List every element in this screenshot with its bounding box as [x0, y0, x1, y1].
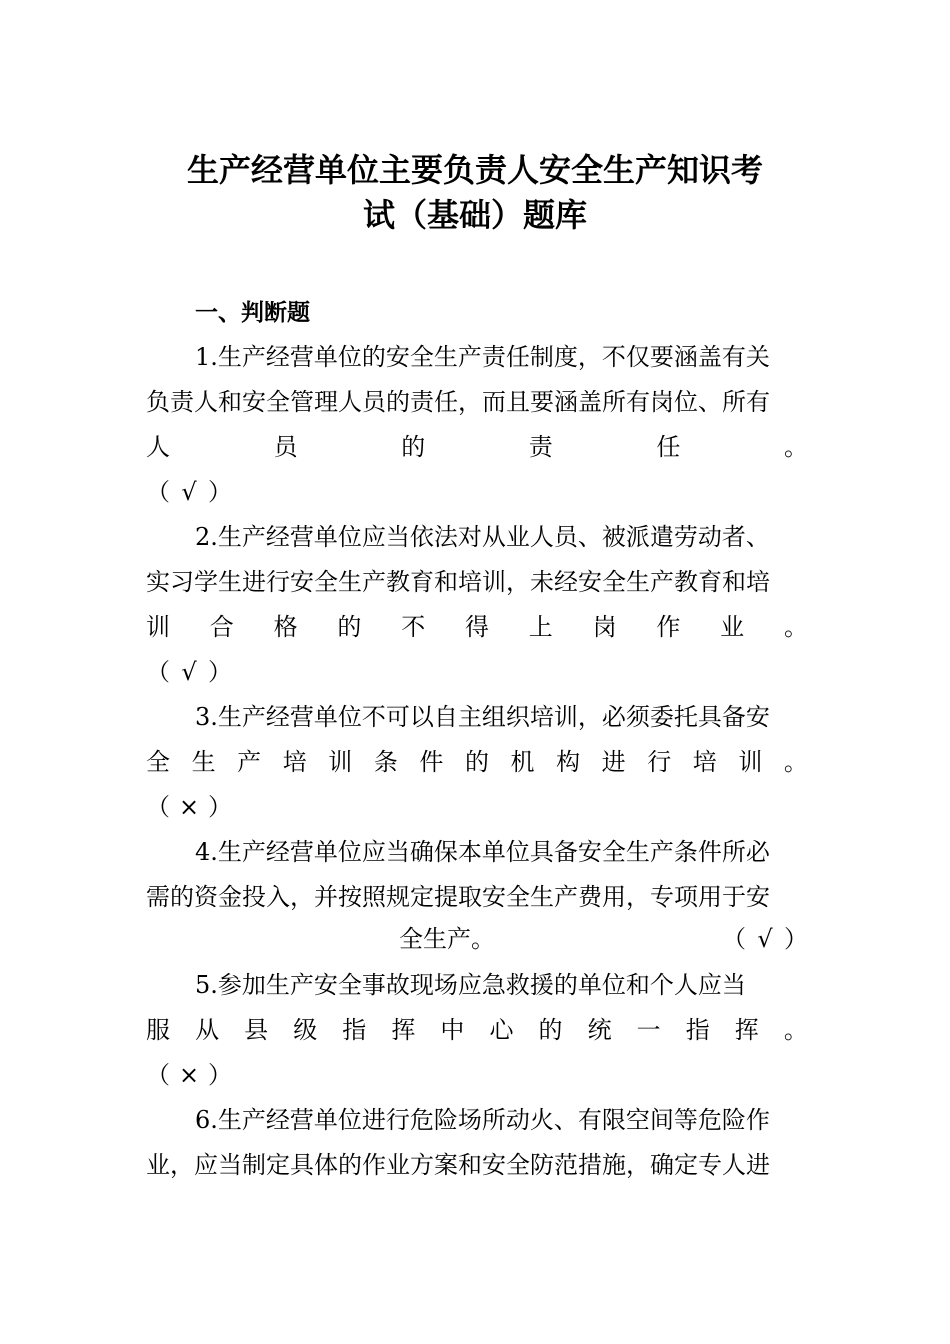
q6-line-2: 业，应当制定具体的作业方案和安全防范措施，确定专人进: [146, 1151, 770, 1179]
q5-char: 县: [244, 1016, 269, 1044]
q1-answer: [146, 475, 808, 509]
q5-char: 挥: [391, 1016, 416, 1044]
q2-char: 岗: [592, 613, 617, 641]
q5-char: 中: [440, 1016, 465, 1044]
q5-char: 服: [146, 1016, 170, 1044]
q3-char: 。: [783, 748, 808, 776]
q4-answer: [722, 922, 808, 956]
q5-line-2: [146, 1013, 808, 1047]
q2-char: 合: [209, 613, 234, 641]
q5-char: 的: [538, 1016, 563, 1044]
paren-open: （: [722, 925, 746, 953]
paren-close: ）: [783, 925, 808, 953]
check-mark: √: [181, 478, 197, 506]
q3-char: 件: [419, 748, 444, 776]
q3-char: 生: [191, 748, 216, 776]
q2-line-3: [146, 610, 808, 644]
q3-char: 培: [282, 748, 307, 776]
paren-close: ）: [207, 1061, 232, 1089]
q5-char: 指: [685, 1016, 710, 1044]
q2-char: 作: [656, 613, 681, 641]
paren-close: ）: [207, 793, 232, 821]
q5-char: 指: [342, 1016, 367, 1044]
paren-open: （: [146, 478, 170, 506]
q5-char: 级: [293, 1016, 318, 1044]
q3-line-2: [146, 745, 808, 779]
q2-answer: [146, 655, 808, 689]
q2-char: 。: [783, 613, 808, 641]
q2-line-2: 实习学生进行安全生产教育和培训，未经安全生产教育和培: [146, 568, 770, 596]
q1-char: 员: [273, 433, 298, 461]
document-title-line-2: 试（基础）题库: [362, 196, 587, 234]
q1-char: 。: [783, 433, 808, 461]
section-heading: 一、判断题: [195, 300, 310, 326]
paren-close: ）: [207, 658, 232, 686]
q5-char: 挥: [734, 1016, 759, 1044]
q4-line-2: 需的资金投入，并按照规定提取安全生产费用，专项用于安: [146, 883, 770, 911]
check-mark: √: [181, 658, 197, 686]
check-mark: √: [757, 925, 773, 953]
q2-char: 训: [146, 613, 170, 641]
paren-close: ）: [207, 478, 232, 506]
paren-open: （: [146, 1061, 170, 1089]
q1-char: 人: [146, 433, 170, 461]
q1-line-1: 1.生产经营单位的安全生产责任制度，不仅要涵盖有关: [195, 343, 770, 371]
q3-char: 全: [146, 748, 170, 776]
q3-char: 条: [373, 748, 398, 776]
q5-char: 心: [489, 1016, 514, 1044]
q3-char: 产: [237, 748, 262, 776]
q2-char: 不: [401, 613, 426, 641]
q3-line-1: 3.生产经营单位不可以自主组织培训，必须委托具备安: [195, 703, 770, 731]
q4-tail-text: 全生产。: [399, 925, 495, 953]
q1-char: 的: [401, 433, 426, 461]
q2-char: 业: [720, 613, 745, 641]
q1-char: 责: [528, 433, 553, 461]
q5-char: 从: [195, 1016, 220, 1044]
q2-char: 格: [273, 613, 298, 641]
q1-line-3: [146, 430, 808, 464]
q2-char: 的: [337, 613, 362, 641]
cross-mark: ×: [178, 793, 200, 821]
q3-char: 的: [464, 748, 489, 776]
paren-open: （: [146, 793, 170, 821]
cross-mark: ×: [178, 1061, 200, 1089]
q6-line-1: 6.生产经营单位进行危险场所动火、有限空间等危险作: [195, 1106, 770, 1134]
document-title-line-1: 生产经营单位主要负责人安全生产知识考: [186, 151, 763, 189]
q5-line-1: 5.参加生产安全事故现场应急救援的单位和个人应当: [195, 971, 746, 999]
q4-line-3: [146, 922, 808, 956]
q3-char: 行: [647, 748, 672, 776]
q3-char: 培: [692, 748, 717, 776]
q2-char: 上: [528, 613, 553, 641]
q3-answer: [146, 790, 808, 824]
paren-open: （: [146, 658, 170, 686]
q3-char: 训: [738, 748, 763, 776]
q5-char: 统: [587, 1016, 612, 1044]
q2-char: 得: [464, 613, 489, 641]
q3-char: 机: [510, 748, 535, 776]
q5-char: 一: [636, 1016, 661, 1044]
q3-char: 进: [601, 748, 626, 776]
q3-char: 训: [328, 748, 353, 776]
q3-char: 构: [556, 748, 581, 776]
q1-char: 任: [656, 433, 681, 461]
q5-answer: [146, 1058, 808, 1092]
q5-char: 。: [783, 1016, 808, 1044]
q4-line-1: 4.生产经营单位应当确保本单位具备安全生产条件所必: [195, 838, 770, 866]
q2-line-1: 2.生产经营单位应当依法对从业人员、被派遣劳动者、: [195, 523, 770, 551]
q1-line-2: 负责人和安全管理人员的责任，而且要涵盖所有岗位、所有: [146, 388, 770, 416]
